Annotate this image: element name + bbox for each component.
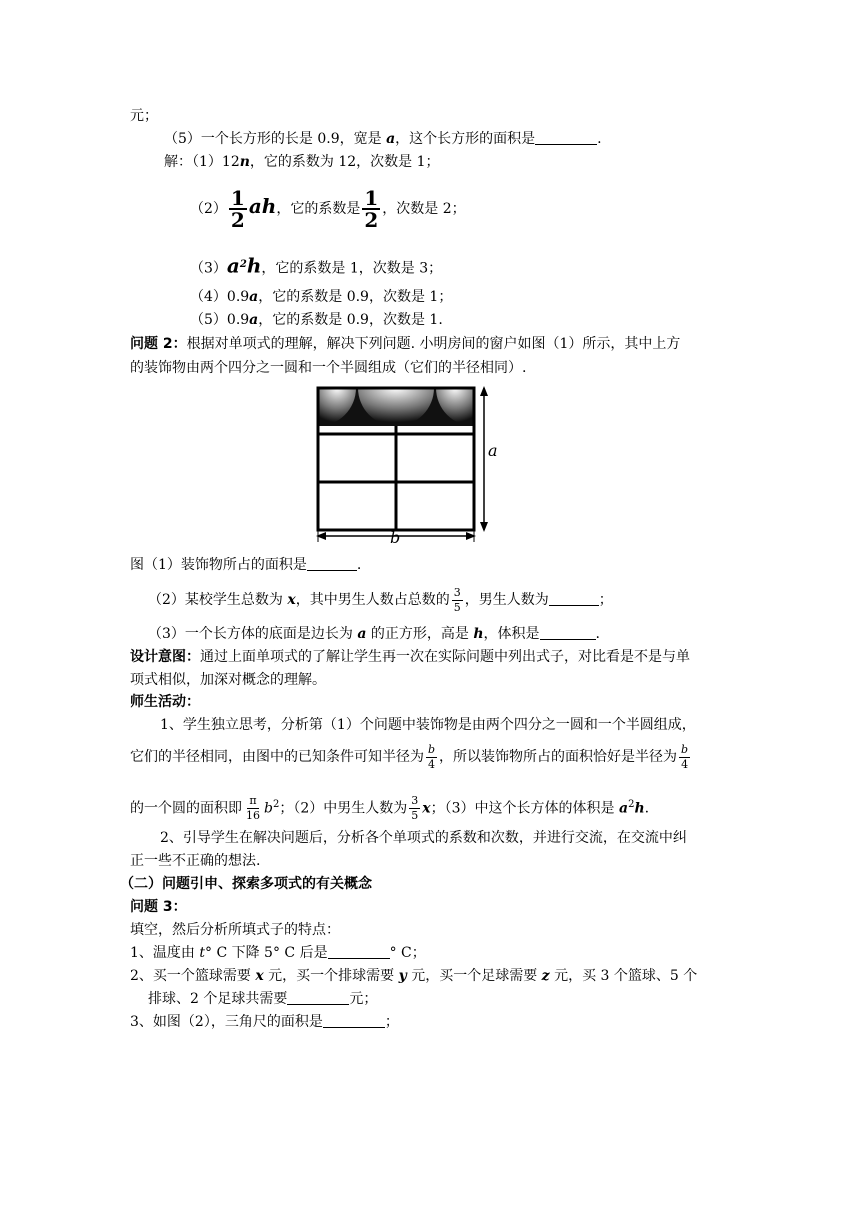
text: ，它的系数是 0.9，次数是 1； bbox=[258, 289, 453, 305]
variable: y bbox=[398, 968, 407, 984]
text: 元，买 3 个篮球、5 个 bbox=[549, 968, 698, 984]
question-3-line bbox=[148, 625, 600, 643]
variable: z bbox=[541, 968, 550, 984]
solution-line-2 bbox=[190, 186, 466, 232]
variable: a bbox=[357, 626, 367, 642]
fill-item-1 bbox=[130, 944, 426, 962]
variable: x bbox=[287, 592, 296, 608]
text: （2） bbox=[190, 201, 227, 217]
fraction: $\frac{b}{4}$ bbox=[428, 742, 436, 771]
label-a: a bbox=[488, 441, 498, 460]
variable: n bbox=[239, 154, 250, 170]
text-line: 2、引导学生在解决问题后，分析各个单项式的系数和次数，并进行交流，在交流中纠 bbox=[160, 830, 687, 846]
variable: b bbox=[264, 800, 273, 817]
text-line: 填空，然后分析所填式子的特点： bbox=[130, 922, 340, 938]
text: ；（3）中这个长方体的体积是 bbox=[430, 800, 619, 817]
text: . bbox=[644, 800, 650, 817]
section-heading: （二）问题引申、探索多项式的有关概念 bbox=[120, 876, 372, 892]
figure-question-line bbox=[130, 556, 361, 574]
problem-2-line bbox=[130, 335, 680, 353]
text: . bbox=[356, 557, 362, 573]
text-line: 项式相似，加深对概念的理解。 bbox=[130, 672, 326, 688]
fraction: $\frac{b}{4}$ bbox=[681, 742, 689, 771]
fill-item-2 bbox=[130, 967, 697, 985]
text: ，这个长方形的面积是 bbox=[395, 131, 536, 147]
text: ，它的系数是 1，次数是 3； bbox=[261, 260, 443, 277]
answer-blank bbox=[549, 591, 599, 606]
text: ，男生人数为 bbox=[464, 592, 549, 608]
text: ，它的系数为 12，次数是 1； bbox=[249, 154, 440, 170]
text: ，它的系数是 bbox=[276, 201, 361, 217]
text: ，体积是 bbox=[483, 626, 540, 642]
variable: a bbox=[618, 800, 629, 817]
fraction: $\frac{3}{5}$ bbox=[453, 585, 461, 614]
fraction: $\frac{1}{2}$ bbox=[364, 186, 379, 232]
text: . bbox=[597, 131, 602, 147]
text: 1、温度由 bbox=[130, 945, 200, 961]
solution-line-4 bbox=[190, 288, 452, 306]
label-b: b bbox=[390, 528, 401, 544]
variable: a bbox=[249, 312, 259, 328]
text: . bbox=[595, 626, 600, 642]
text-line: 正一些不正确的想法. bbox=[130, 853, 261, 869]
solution-line-1 bbox=[164, 153, 440, 171]
window-figure bbox=[314, 384, 514, 544]
text: 2、买一个篮球需要 bbox=[130, 968, 256, 984]
exponent: 2 bbox=[272, 799, 280, 810]
answer-blank bbox=[307, 556, 357, 571]
question-2-line bbox=[148, 585, 613, 615]
text-line bbox=[130, 790, 649, 824]
variable: h bbox=[634, 800, 645, 817]
question-5-line bbox=[164, 130, 602, 148]
text: （4）0.9 bbox=[190, 289, 250, 305]
text: 元，买一个足球需要 bbox=[406, 968, 542, 984]
text: （3）一个长方体的底面是边长为 bbox=[148, 626, 358, 642]
text: 图（1）装饰物所占的面积是 bbox=[130, 557, 307, 573]
text: ° C 下降 5° C 后是 bbox=[205, 945, 328, 961]
text: 通过上面单项式的了解让学生再一次在实际问题中列出式子，对比看是不是与单 bbox=[200, 649, 690, 665]
text: ° C； bbox=[389, 945, 426, 961]
text-line: 元； bbox=[130, 108, 158, 124]
variable: a bbox=[249, 289, 259, 305]
text: 解：（1）12 bbox=[164, 154, 240, 170]
text: ，其中男生人数占总数的 bbox=[295, 592, 450, 608]
text: ，它的系数是 0.9，次数是 1. bbox=[258, 312, 443, 328]
fraction: $\frac{1}{2}$ bbox=[230, 186, 245, 232]
design-intent-line bbox=[130, 648, 690, 666]
text: ，次数是 2； bbox=[382, 201, 466, 217]
variable: h bbox=[246, 253, 262, 278]
fraction: $\frac{\pi}{16}$ bbox=[246, 794, 260, 823]
text: （5）一个长方形的长是 0.9，宽是 bbox=[164, 131, 387, 147]
fill-item-2-cont bbox=[148, 990, 377, 1008]
section-heading: 师生活动： bbox=[130, 694, 200, 710]
text: 的正方形，高是 bbox=[366, 626, 474, 642]
text: ；（2）中男生人数为 bbox=[279, 800, 408, 817]
text: ； bbox=[598, 592, 613, 608]
answer-blank bbox=[535, 130, 597, 145]
fill-item-3 bbox=[130, 1013, 399, 1031]
text-line: 1、学生独立思考，分析第（1）个问题中装饰物是由两个四分之一圆和一个半圆组成， bbox=[160, 717, 696, 733]
text: 元，买一个排球需要 bbox=[263, 968, 399, 984]
variable: a bbox=[386, 131, 396, 147]
answer-blank bbox=[323, 1013, 385, 1028]
solution-line-5 bbox=[190, 311, 443, 329]
text-line: 的装饰物由两个四分之一圆和一个半圆组成（它们的半径相同）. bbox=[130, 360, 527, 376]
variable: x bbox=[422, 800, 431, 817]
text: （5）0.9 bbox=[190, 312, 250, 328]
text: 的一个圆的面积即 bbox=[130, 800, 242, 817]
text: 3、如图（2），三角尺的面积是 bbox=[130, 1014, 323, 1030]
text: 根据对单项式的理解，解决下列问题. 小明房间的窗户如图（1）所示，其中上方 bbox=[186, 336, 681, 352]
variable: h bbox=[473, 626, 484, 642]
heading: 设计意图： bbox=[130, 649, 200, 665]
text: 元； bbox=[349, 991, 378, 1007]
answer-blank bbox=[328, 944, 390, 959]
exponent: 2 bbox=[628, 799, 635, 810]
exponent: 2 bbox=[239, 259, 247, 270]
heading: 问题 2： bbox=[130, 336, 187, 352]
text: ； bbox=[384, 1014, 399, 1030]
solution-line-3 bbox=[190, 254, 442, 280]
variable: x bbox=[255, 968, 264, 984]
problem-3-heading: 问题 3： bbox=[130, 899, 187, 915]
variable: a bbox=[226, 253, 240, 278]
text-line bbox=[130, 742, 692, 772]
text: （2）某校学生总数为 bbox=[148, 592, 288, 608]
variable: t bbox=[199, 945, 205, 961]
variable: ah bbox=[248, 194, 277, 218]
text: 排球、2 个足球共需要 bbox=[148, 991, 288, 1007]
text: 它们的半径相同，由图中的已知条件可知半径为 bbox=[130, 749, 424, 765]
text: （3） bbox=[190, 260, 227, 277]
answer-blank bbox=[540, 625, 596, 640]
fraction: $\frac{3}{5}$ bbox=[411, 794, 419, 823]
text: ，所以装饰物所占的面积恰好是半径为 bbox=[439, 749, 678, 765]
answer-blank bbox=[287, 990, 349, 1005]
